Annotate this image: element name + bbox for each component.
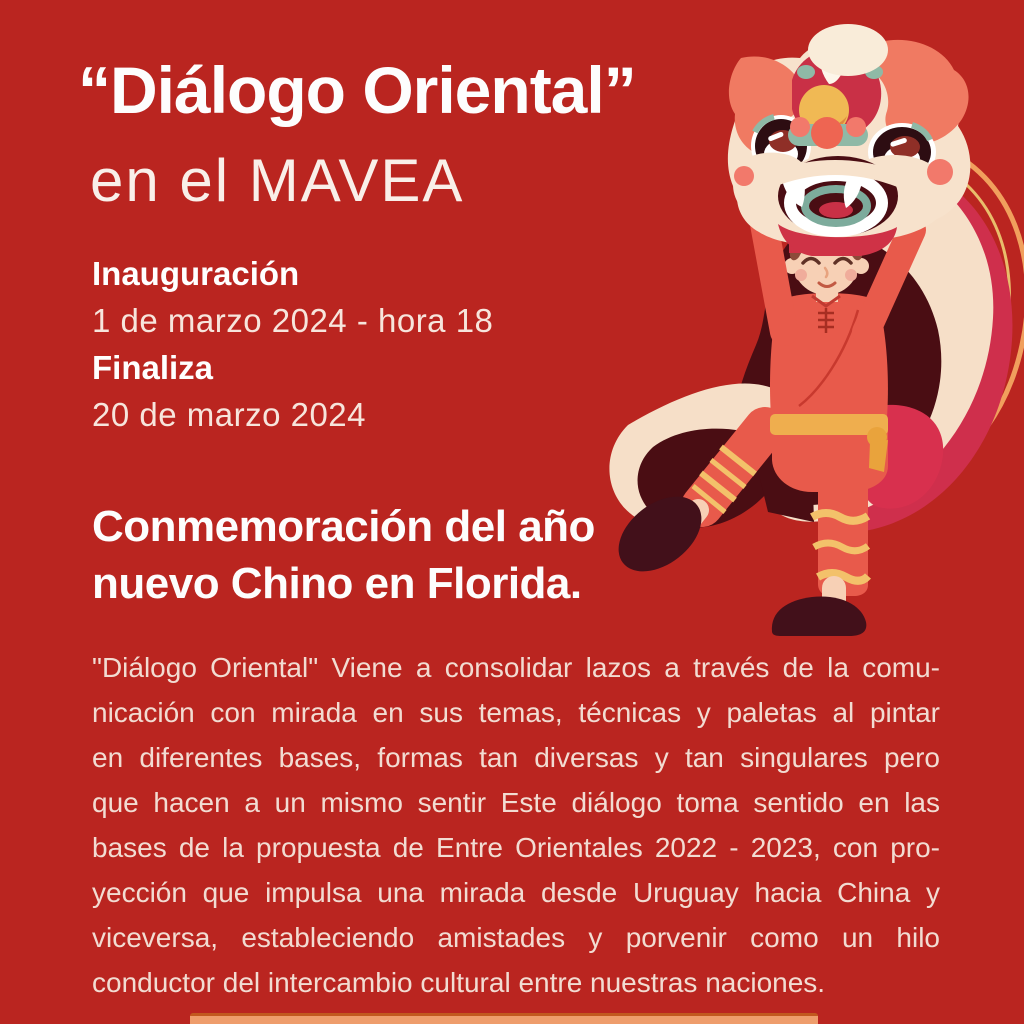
- closing-label: Finaliza: [92, 349, 214, 386]
- paragraph-line: yección que impulsa una mirada desde Uruguay hacia China y: [92, 877, 940, 908]
- schedule-block: [92, 250, 652, 438]
- event-heading: [92, 498, 712, 612]
- heading-line-2: nuevo Chino en Florida.: [92, 559, 582, 608]
- paragraph-line: nicación con mirada en sus temas, técnicas y paletas al pintar: [92, 697, 940, 728]
- paragraph-line: en diferentes bases, formas tan diversas y tan singulares pero: [92, 742, 940, 773]
- paragraph-line: "Diálogo Oriental" Viene a consolidar lazos a través de la comu-: [92, 652, 940, 683]
- paragraph-line: viceversa, estableciendo amistades y porvenir como un hilo: [92, 922, 940, 953]
- description-paragraph: [92, 645, 940, 1005]
- opening-date: 1 de marzo 2024 - hora 18: [92, 302, 494, 339]
- paragraph-line: que hacen a un mismo sentir Este diálogo toma sentido en las: [92, 787, 940, 818]
- blush-left: [795, 269, 807, 281]
- poster-subtitle: en el MAVEA: [90, 147, 465, 214]
- standing-shoe: [772, 597, 866, 636]
- lion-pom: [808, 24, 888, 76]
- lion-nose: [788, 117, 868, 149]
- heading-line-1: Conmemoración del año: [92, 502, 595, 551]
- poster-title: “Diálogo Oriental”: [78, 53, 636, 127]
- bottom-banner-strip: [190, 1013, 818, 1024]
- paragraph-line: conductor del intercambio cultural entre nuestras naciones.: [92, 967, 826, 998]
- opening-label: Inauguración: [92, 255, 300, 292]
- closing-date: 20 de marzo 2024: [92, 396, 367, 433]
- blush-right: [845, 269, 857, 281]
- paragraph-line: bases de la propuesta de Entre Orientales 2022 - 2023, con pro-: [92, 832, 940, 863]
